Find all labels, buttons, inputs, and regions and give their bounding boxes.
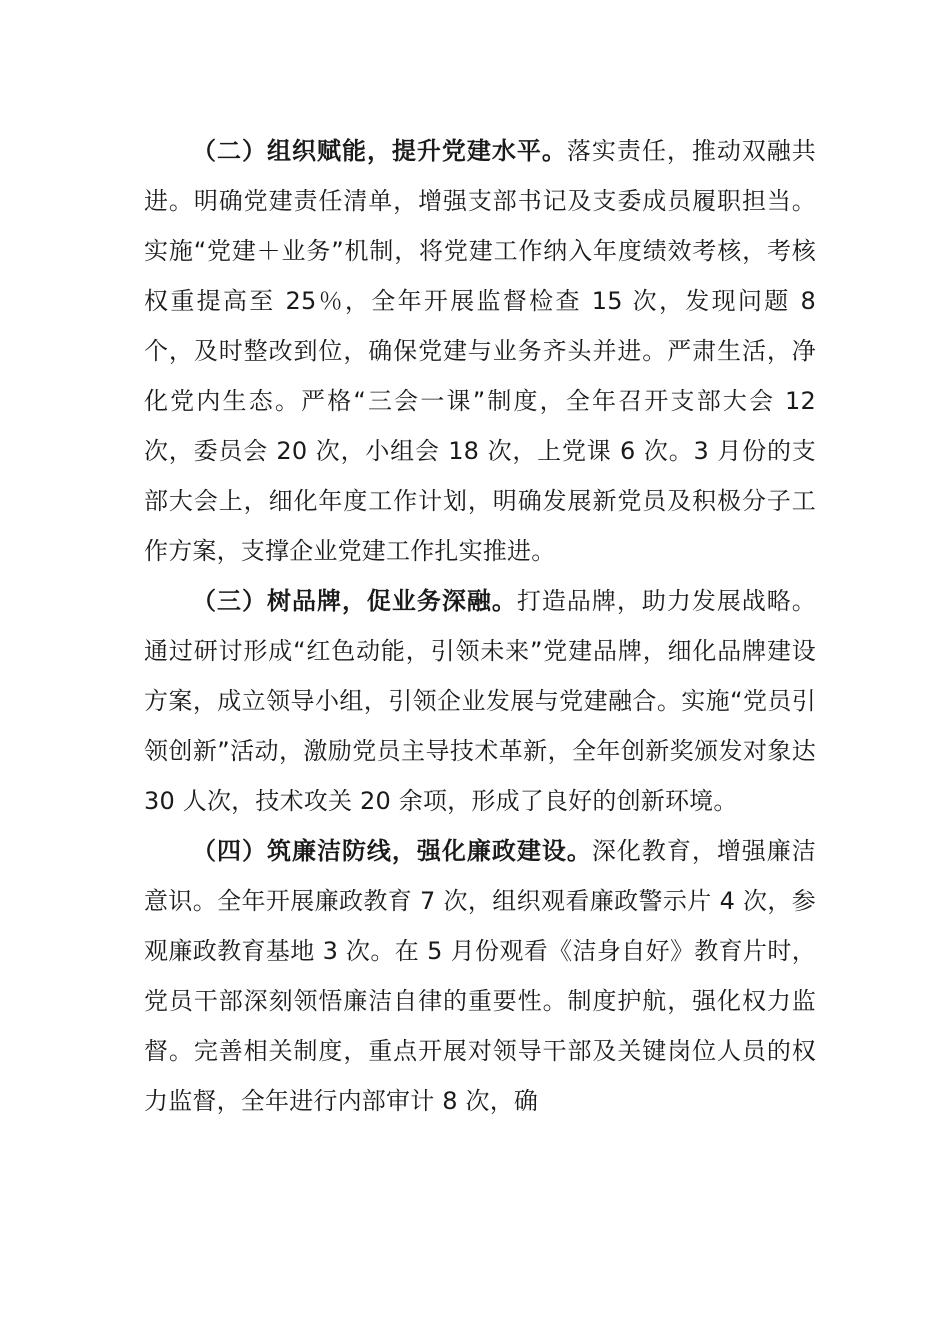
section-paragraph-3	[144, 576, 816, 826]
section-heading-2: （二）组织赋能，提升党建水平。	[192, 137, 567, 165]
section-heading-4: （四）筑廉洁防线，强化廉政建设。	[192, 837, 592, 865]
document-body	[144, 126, 816, 1126]
section-body-4: 深化教育，增强廉洁意识。全年开展廉政教育 7 次，组织观看廉政警示片 4 次，参观廉政教育基地 3 次。在 5 月份观看《洁身自好》教育片时，党员干部深刻领悟廉洁自律的重要性。制度护航，强化权力监督。完善相关制度，重点开展对领导干部及关键岗位人员的权力监督，全年进行内部审计 8 次，确	[144, 837, 816, 1115]
section-paragraph-4	[144, 826, 816, 1126]
section-body-3: 打造品牌，助力发展战略。通过研讨形成“红色动能，引领未来”党建品牌，细化品牌建设方案，成立领导小组，引领企业发展与党建融合。实施“党员引领创新”活动，激励党员主导技术革新，全年创新奖颁发对象达 30 人次，技术攻关 20 余项，形成了良好的创新环境。	[144, 587, 816, 815]
section-heading-3: （三）树品牌，促业务深融。	[192, 587, 517, 615]
section-body-2: 落实责任，推动双融共进。明确党建责任清单，增强支部书记及支委成员履职担当。实施“党建＋业务”机制，将党建工作纳入年度绩效考核，考核权重提高至 25％，全年开展监督检查 15 次，发现问题 8 个，及时整改到位，确保党建与业务齐头并进。严肃生活，净化党内生态。严格“三会一课”制度，全年召开支部大会 12 次，委员会 20 次，小组会 18 次，上党课 6 次。3 月份的支部大会上，细化年度工作计划，明确发展新党员及积极分子工作方案，支撑企业党建工作扎实推进。	[144, 137, 816, 565]
section-paragraph-2	[144, 126, 816, 576]
